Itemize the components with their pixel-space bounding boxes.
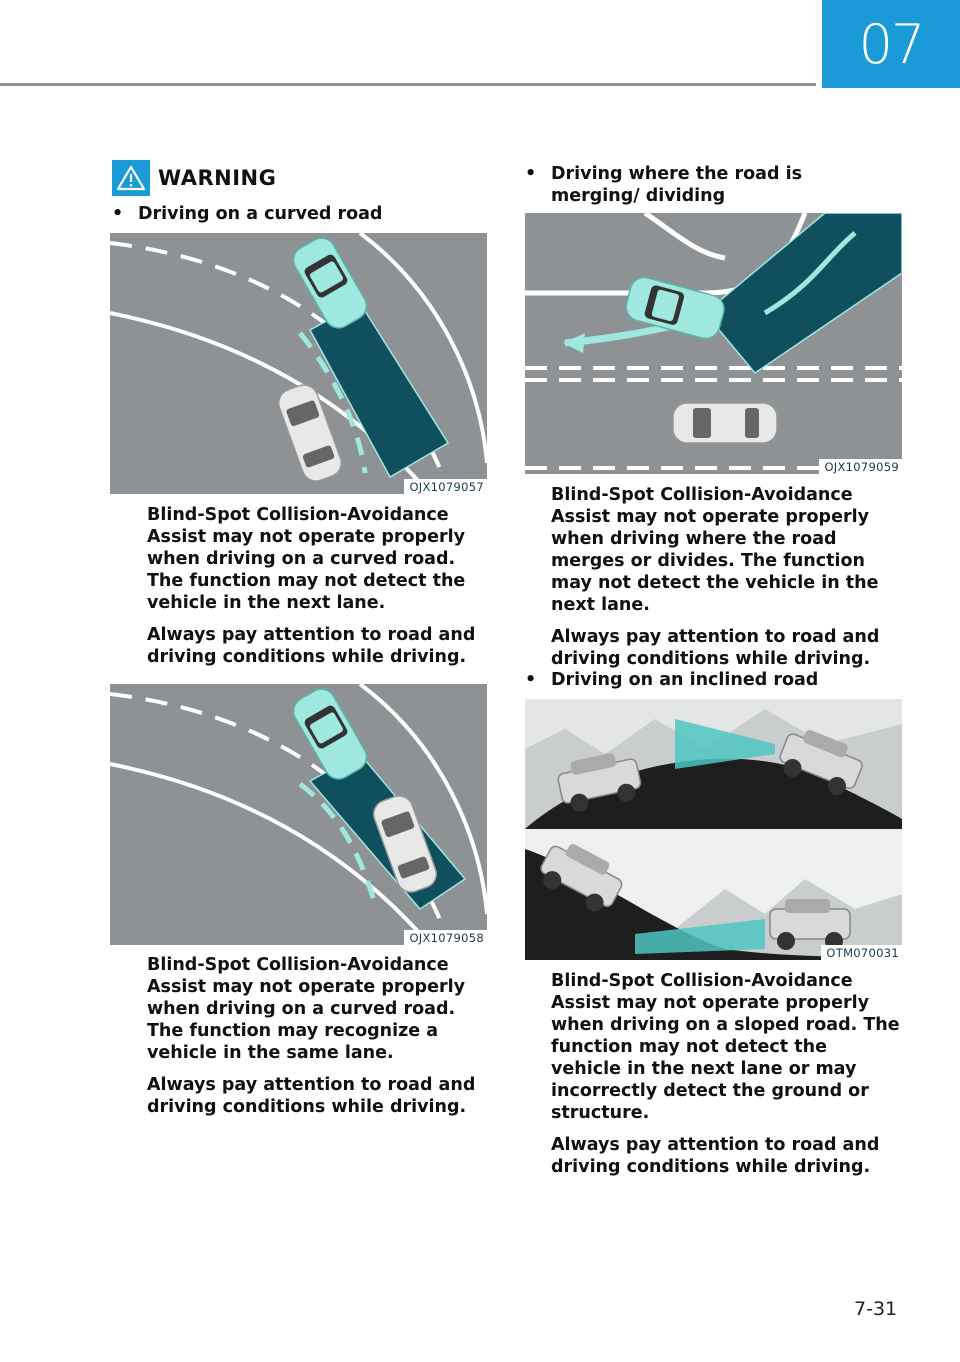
- warning-title: WARNING: [158, 166, 277, 190]
- figure-merging-road: [525, 213, 902, 474]
- bullet-dot: •: [525, 164, 537, 184]
- paragraph-text: Blind-Spot Collision-Avoidance Assist may not operate properly when driving where the road merges or divides. The function may not detect the vehicle in the next lane.: [551, 485, 879, 615]
- paragraph-text: Always pay attention to road and driving conditions while driving.: [551, 1135, 880, 1177]
- header-rule: [0, 83, 816, 86]
- paragraph-text: Blind-Spot Collision-Avoidance Assist may not operate properly when driving on a curved road. The function may recognize a vehicle in the same lane.: [147, 955, 465, 1063]
- figure-code: OJX1079058: [404, 930, 487, 945]
- chapter-tab: 07: [822, 0, 960, 88]
- figure-curved-road-1: [110, 233, 487, 494]
- paragraph-text: Always pay attention to road and driving conditions while driving.: [147, 1075, 476, 1117]
- bullet-curved-road: • Driving on a curved road: [112, 204, 383, 224]
- figure-inclined-road: [525, 699, 902, 960]
- paragraph-inclined: [551, 970, 901, 1188]
- bullet-merging-road: • Driving where the road is merging/ dividing: [525, 164, 803, 206]
- paragraph-text: Always pay attention to road and driving conditions while driving.: [551, 627, 880, 669]
- figure-code: OJX1079059: [819, 459, 902, 474]
- warning-header: [112, 160, 276, 196]
- paragraph-curved-2: [147, 954, 497, 1128]
- figure-code: OJX1079057: [404, 479, 487, 494]
- bullet-dot: •: [112, 204, 124, 224]
- paragraph-text: Blind-Spot Collision-Avoidance Assist may not operate properly when driving on a sloped road. The function may not detect the vehicle in the next lane or may incorrectly detect the ground or structure.: [551, 971, 900, 1123]
- figure-curved-road-2: [110, 684, 487, 945]
- bullet-inclined-road: • Driving on an inclined road: [525, 670, 819, 690]
- paragraph-text: Always pay attention to road and driving conditions while driving.: [147, 625, 476, 667]
- warning-triangle-icon: [112, 160, 150, 196]
- paragraph-text: Blind-Spot Collision-Avoidance Assist may not operate properly when driving on a curved road. The function may not detect the vehicle in the next lane.: [147, 505, 466, 613]
- figure-code: OTM070031: [821, 945, 902, 960]
- page-number: 7-31: [854, 1298, 898, 1320]
- paragraph-curved-1: [147, 504, 497, 678]
- bullet-dot: •: [525, 670, 537, 690]
- paragraph-merging: [551, 484, 901, 680]
